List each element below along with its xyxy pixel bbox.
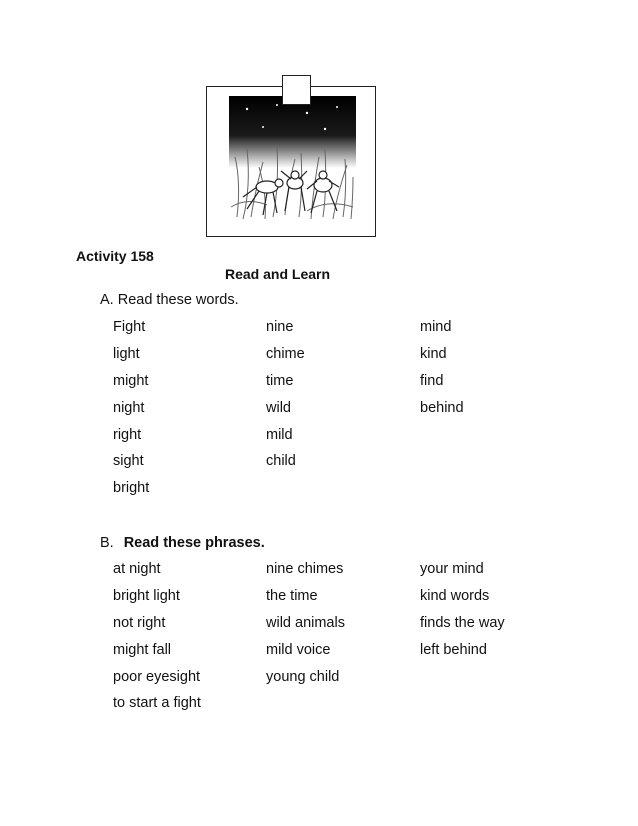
word-column-1: [113, 314, 149, 502]
activity-number: Activity 158: [76, 248, 154, 264]
illustration-frame: [206, 86, 376, 237]
phrase-column-2: [266, 556, 345, 690]
phrase-item: finds the way: [420, 614, 505, 631]
word-item: mind: [420, 319, 452, 335]
section-b-letter: B.: [100, 535, 114, 551]
word-item: right: [113, 426, 142, 443]
phrase-item: bright light: [113, 587, 180, 604]
phrase-item: the time: [266, 587, 318, 604]
section-b-label: Read these phrases.: [123, 535, 265, 551]
word-item: chime: [266, 345, 305, 362]
word-item: kind: [420, 345, 447, 362]
picture-clip: [282, 75, 311, 105]
word-item: mild: [266, 426, 293, 443]
phrase-column-1: [113, 556, 201, 717]
word-item: sight: [113, 453, 144, 470]
word-column-3: [420, 314, 464, 422]
phrase-item: might fall: [113, 641, 172, 658]
phrase-item: to start a fight: [113, 695, 201, 712]
word-item: might: [113, 372, 149, 389]
phrase-item: young child: [266, 668, 340, 685]
phrase-item: nine chimes: [266, 561, 344, 577]
fireflies-in-grass-illustration: [207, 87, 375, 236]
phrase-item: left behind: [420, 641, 487, 658]
word-column-2: [266, 314, 305, 475]
word-item: wild: [266, 399, 291, 416]
phrase-item: not right: [113, 614, 166, 631]
phrase-item: mild voice: [266, 641, 331, 658]
section-b-instruction: [100, 535, 265, 551]
word-item: behind: [420, 399, 464, 416]
word-item: Fight: [113, 319, 146, 335]
phrase-item: poor eyesight: [113, 668, 201, 685]
phrase-item: wild animals: [266, 614, 345, 631]
word-item: find: [420, 372, 444, 389]
page-heading: Read and Learn: [225, 266, 331, 282]
phrase-column-3: [420, 556, 505, 664]
word-item: bright: [113, 480, 150, 497]
word-item: night: [113, 399, 145, 416]
word-item: nine: [266, 319, 294, 335]
word-item: time: [266, 372, 294, 389]
section-a-instruction: A. Read these words.: [100, 292, 239, 308]
phrase-item: your mind: [420, 561, 484, 577]
phrase-item: kind words: [420, 587, 490, 604]
word-item: child: [266, 453, 296, 470]
phrase-item: at night: [113, 561, 161, 577]
word-item: light: [113, 345, 140, 362]
